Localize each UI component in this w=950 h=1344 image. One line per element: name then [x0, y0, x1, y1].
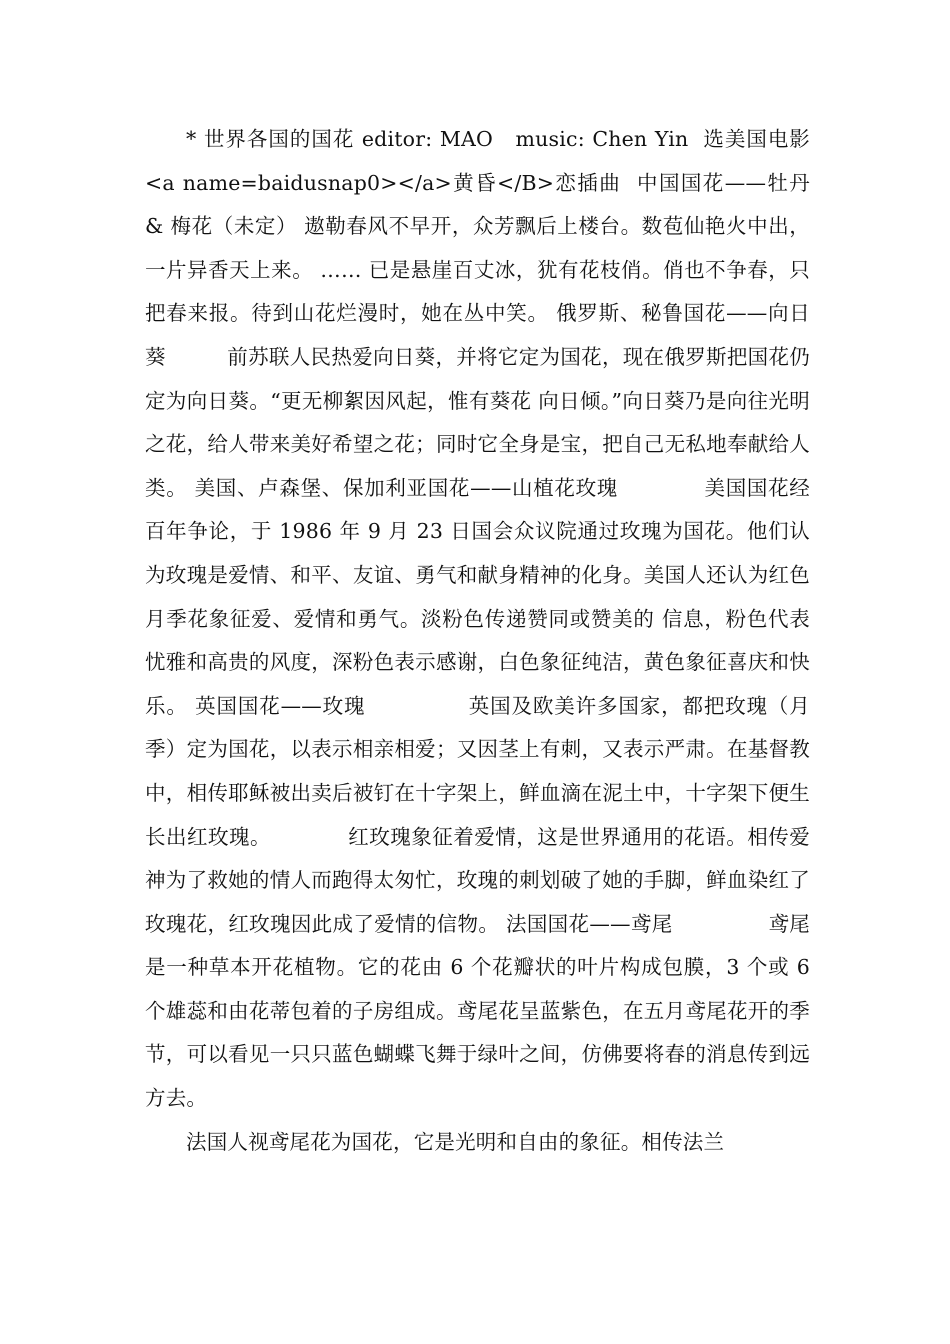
document-body	[145, 118, 817, 1164]
paragraph-national-flowers-intro: * 世界各国的国花 editor: MAO music: Chen Yin 选美国电影<a name=baidusnap0></a>黄昏</B>恋插曲 中国国花——牡丹 & 梅花（未定） 遨勒春风不早开，众芳飘后上楼台。数苞仙艳火中出，一片异香天上来。 …… 已是悬崖百丈冰，犹有花枝俏。俏也不争春，只把春来报。待到山花烂漫时，她在丛中笑。 俄罗斯、秘鲁国花——向日葵 前苏联人民热爱向日葵，并将它定为国花，现在俄罗斯把国花仍定为向日葵。“更无柳絮因风起，惟有葵花 向日倾。”向日葵乃是向往光明之花，给人带来美好希望之花；同时它全身是宝，把自己无私地奉献给人类。 美国、卢森堡、保加利亚国花——山植花玫瑰 美国国花经百年争论，于 1986 年 9 月 23 日国会众议院通过玫瑰为国花。他们认为玫瑰是爱情、和平、友谊、勇气和献身精神的化身。美国人还认为红色月季花象征爱、爱情和勇气。淡粉色传递赞同或赞美的 信息，粉色代表忧雅和高贵的风度，深粉色表示感谢，白色象征纯洁，黄色象征喜庆和快乐。 英国国花——玫瑰 英国及欧美许多国家，都把玫瑰（月季）定为国花，以表示相亲相爱；又因茎上有刺，又表示严肃。在基督教中，相传耶稣被出卖后被钉在十字架上，鲜血滴在泥土中，十字架下便生长出红玫瑰。 红玫瑰象征着爱情，这是世界通用的花语。相传爱神为了救她的情人而跑得太匆忙，玫瑰的刺划破了她的手脚，鲜血染红了玫瑰花，红玫瑰因此成了爱情的信物。 法国国花——鸢尾 鸢尾是一种草本开花植物。它的花由 6 个花瓣状的叶片构成包膜，3 个或 6 个雄蕊和由花蒂包着的子房组成。鸢尾花呈蓝紫色，在五月鸢尾花开的季节，可以看见一只只蓝色蝴蝶飞舞于绿叶之间，仿佛要将春的消息传到远方去。	[145, 127, 817, 1111]
paragraph-french-iris-continuation: 法国人视鸢尾花为国花，它是光明和自由的象征。相传法兰	[186, 1129, 725, 1154]
